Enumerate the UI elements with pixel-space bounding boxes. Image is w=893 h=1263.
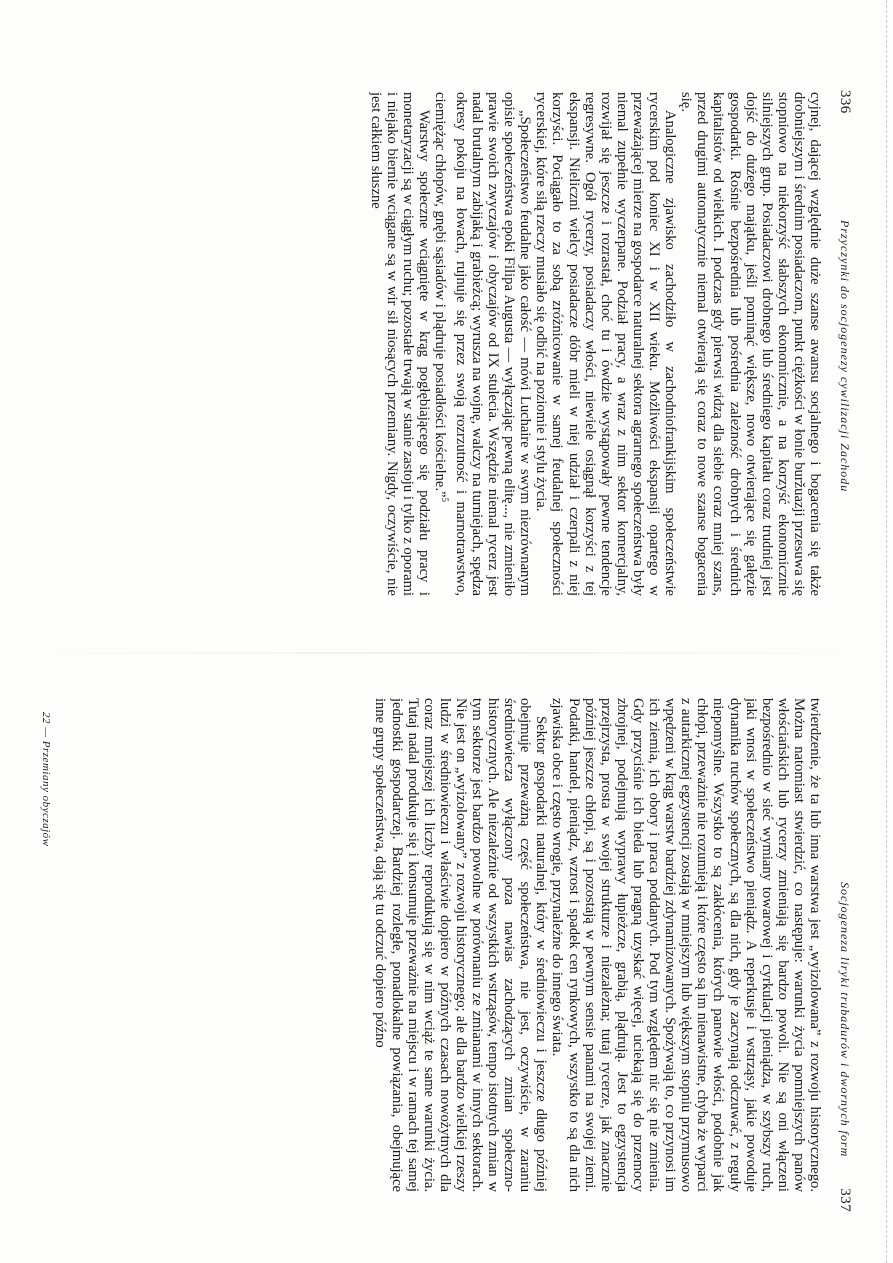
footnote-marker: 5 <box>439 497 450 503</box>
luchaire-quote: „Społeczeństwo feudalne jako całość — mówi Luchaire w swym niezrównanym opisie społeczeństwa epoki Filipa Augusta — wyłączając pewną elitę..., nie zmieniło prawie swoich zwyczajów i obyczajów od IX stulecia. Wszędzie niemal rycerz jest nadal brutalnym zabijaką i grabieżcą; wyrusza na wojnę, walczy na turniejach, spędza okresy pokoju na łowach, rujnuje się przez swoją rozrzutność i marnotrawstwo, ciemiężąc chłopów, gnębi sąsiadów i plądruje posiadłości kościelne.” <box>431 92 534 596</box>
left-running-head <box>831 90 853 610</box>
left-paragraph-2: Analogiczne zjawisko zachodziło w zachodniofrankijskim społeczeństwie rycerskim pod koniec XI i w XII wieku. Możliwości ekspansji opartego w przeważającej mierze na gospodarce naturalnej sektora agrarnego społeczeństwa były niemal zupełnie wyczerpane. Podział pracy, a wraz z nim sektor komercjalny, rozwijał się jeszcze i rozrastał, choć tu i ówdzie wystąpowały pewne tendencje regresywne. Ogół rycerzy, posiadaczy włości, niewiele osiągnął korzyści z tej ekspansji. Nieliczni wielcy posiadacze dóbr mieli w niej udział i czerpali z niej korzyści. Pociągało to za sobą zróżnicowanie w samej feudalnej społeczności rycerskiej, które siłą rzeczy musiało się odbić na poziomie i stylu życia. <box>533 92 679 596</box>
right-running-head <box>831 732 853 1212</box>
right-page-number: 337 <box>837 1188 853 1212</box>
left-paragraph-4: Warstwy społeczne wciągnięte w krąg pogłębiającego się podziału pracy i monetaryzacji są w ciągłym ruchu; pozostałe trwają w stanie zastoju i tylko z oporami i niejako biernie wciągane są w wir sił niosących przemiany. Nigdy, oczywiście, nie jest całkiem słuszne <box>367 92 432 596</box>
printer-signature: 22 — Przemiany obyczajów <box>40 712 52 847</box>
left-paragraph-3 <box>432 92 533 596</box>
right-text-block <box>372 698 823 1192</box>
left-text-block <box>368 92 823 596</box>
left-page-number: 336 <box>837 90 853 114</box>
left-paragraph-1: cyjnej, dającej względnie duże szanse awansu socjalnego i bogacenia się także drobniejszym i średnim posiadaczom, punkt ciężkości w łonie buržuazji przesuwa się stopniowo na niekorzyść słabszych ekonomicznie, a na korzyść ekonomicznie silniejszych grup. Posiadaczowi drobnego lub średniego kapitału coraz trudniej jest dojść do dużego majątku, jeśli pominąć większe, nowo otwierające się gałęzie gospodarki. Rośnie bezpośrednia lub pośrednia zależność drobnych i średnich kapitalistów od wielkich. I podczas gdy pierwsi widzą dla siebie coraz mniej szans, przed drugimi automatycznie niemal otwierają się coraz to nowe szanse bogacenia się. <box>678 92 823 596</box>
right-paragraph-2: Sektor gospodarki naturalnej, który w średniowieczu i jeszcze długo później obejmuje przeważną część społeczeństwa, nie jest, oczywiście, w zaraniu średniowiecza wyłączony poza nawias zachodzących zmian społeczno-historycznych. Ale niezależnie od wszystkich wstrząsów, tempo istotnych zmian w tym sektorze jest bardzo powolne w porównaniu ze zmianami w innych sektorach. Nie jest on „wyizolowany” z rozwoju historycznego; ale dla bardzo wielkiej rzeszy ludzi w średniowieczu i właściwie dopiero w późnych czasach nowożytnych dla coraz mniejszej ich liczby reprodukują się w nim wciąż te same warunki życia. Tutaj nadal produkuje się i konsumuje przeważnie na miejscu i w ramach tej samej jednostki gospodarczej. Bardziej rozległe, ponadlokalne powiązania, obejmujące inne grupy społeczeństwa, dają się tu odczuć dopiero późno <box>372 698 550 1192</box>
right-paragraph-1: twierdzenie, że ta lub inna warstwa jest „wyizolowana” z rozwoju historycznego. Można natomiast stwierdzić, co następuje: warunki życia pomniejszych panów włościańskich lub rycerzy zmieniają się bardzo powoli. Nie są oni włączeni bezpośrednio w sieć wymiany towarowej i cyrkulacji pieniądza, w szybszy ruch, jaki wnosi w społeczeństwo pieniądz. A reperkusje i wstrząsy, jakie powoduje dynamika ruchów społecznych, są dla nich, gdy je zaczynają odczuwać, z reguły niepomyślne. Wszystko to są zakłócenia, których panowie włości, podobnie jak chłopi, przeważnie nie rozumieją i które często są im nienawistne, chyba że wyparci z autarkicznej egzystencji zostają w mniejszym lub większym stopniu przymusowo wpędzeni w krąg warstw bardziej zdynamizowanych. Spożywają to, co przynosi im ich ziemia, ich obory i praca poddanych. Pod tym względem nic się nie zmienia. Gdy przyciśnie ich bieda lub pragną uzyskać więcej, uciekają się do przemocy zbrojnej, podejmują wyprawy łupieżcze, grabią, plądrują. Jest to egzystencja przejrzysta, prosta w swojej strukturze i niezależna; tutaj rycerze, jak znacznie później jeszcze chłopi, są i pozostają w pewnym sensie panami na swojej ziemi. Podatki, handel, pieniądz, wzrost i spadek cen rynkowych, wszystko to są dla nich zjawiska obce i często wrogie, przynależne do innego świata. <box>549 698 823 1192</box>
right-running-title: Socjogeneza liryki trubadurów i dwornych form <box>838 882 852 1158</box>
left-running-title: Przyczynki do socjogenezy cywilizacji Zachodu <box>838 220 852 493</box>
gutter <box>0 652 893 654</box>
left-page <box>0 20 893 660</box>
right-page <box>0 662 893 1262</box>
